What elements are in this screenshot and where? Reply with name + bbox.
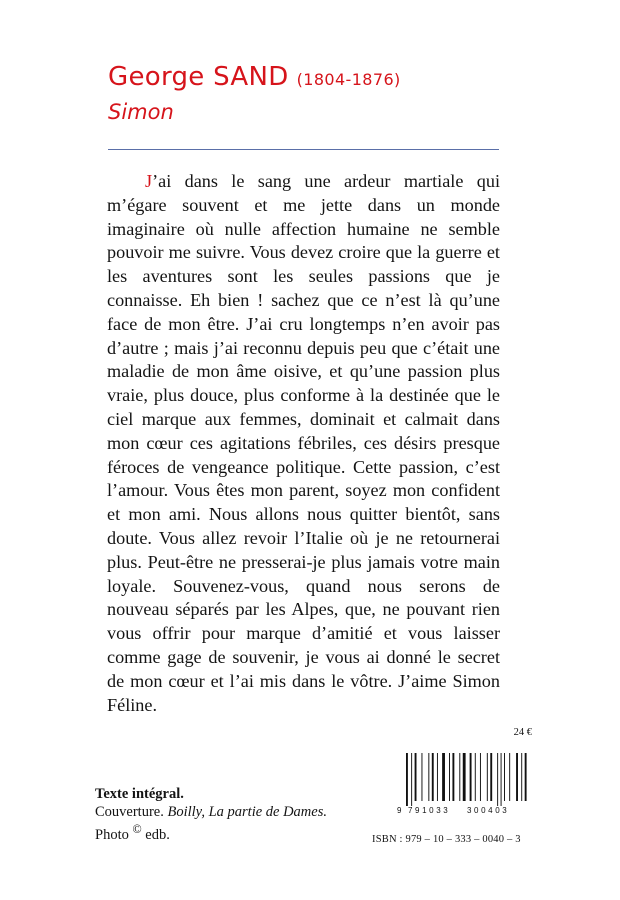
barcode-bar (475, 753, 476, 801)
barcode (396, 753, 530, 815)
barcode-bar (490, 753, 492, 801)
barcode-bar (516, 753, 518, 801)
barcode-bar (480, 753, 481, 801)
barcode-lead-digit: 9 (397, 806, 402, 815)
cover-header (108, 62, 508, 124)
author-name: George SAND (108, 62, 289, 92)
header-divider (108, 149, 499, 150)
barcode-bar (421, 753, 422, 801)
barcode-left-digits: 791033 (408, 806, 451, 815)
cover-artist: Boilly, (167, 803, 205, 820)
book-title: Simon (108, 100, 174, 124)
barcode-bar (437, 753, 438, 801)
barcode-bar (442, 753, 445, 801)
barcode-bar (497, 753, 498, 806)
author-dates: (1804-1876) (296, 70, 401, 89)
cover-credit-label: Couverture. (95, 803, 164, 820)
barcode-bar (487, 753, 488, 801)
cover-credit (95, 804, 327, 822)
barcode-bars (406, 753, 527, 806)
barcode-bar (521, 753, 522, 801)
barcode-bar (452, 753, 454, 801)
barcode-bar (432, 753, 434, 801)
author-line (108, 62, 508, 92)
barcode-bar (449, 753, 450, 801)
photo-credit (95, 821, 327, 844)
integral-text-label: Texte intégral. (95, 786, 184, 802)
barcode-bar (525, 753, 527, 801)
barcode-bar (428, 753, 429, 801)
credits-block (95, 786, 327, 844)
barcode-bar (470, 753, 472, 801)
cover-work-title: La partie de Dames. (208, 803, 327, 820)
excerpt-initial: J (145, 171, 153, 191)
copyright-icon: © (132, 822, 142, 836)
price-label: 24 € (513, 727, 532, 738)
barcode-bar (415, 753, 417, 801)
photo-credit-name: edb. (145, 826, 170, 843)
barcode-bar (459, 753, 460, 801)
photo-credit-label: Photo (95, 826, 129, 843)
barcode-bar (504, 753, 505, 801)
barcode-bar (501, 753, 502, 806)
barcode-bar (411, 753, 412, 806)
excerpt-paragraph (107, 170, 500, 717)
barcode-bar (509, 753, 510, 801)
barcode-right-digits: 300403 (467, 806, 510, 815)
excerpt-text: ’ai dans le sang une ardeur martiale qui m’égare souvent et me jette dans un monde imaginaire où nulle affection humaine ne semble pouvoir me suivre. Vous devez croire que la guerre et les aventures sont les seules passions que je connaisse. Eh bien ! sachez que ce n’est là qu’une face de mon être. J’ai cru longtemps n’en avoir pas d’autre ; mais j’ai reconnu depuis peu que c’était une maladie de mon âme oisive, et qu’une passion plus vraie, plus douce, plus conforme à la destinée que le ciel marque aux femmes, dominait et calmait dans mon cœur ces agitations fébriles, ces désirs presque féroces de vengeance politique. Cette passion, c’est l’amour. Vous êtes mon parent, soyez mon confident et mon ami. Nous allons nous quitter bientôt, sans doute. Vous allez revoir l’Italie où je ne retournerai plus. Peut-être ne presserai-je plus jamais votre main loyale. Souvenez-vous, quand nous serons de nouveau séparés par les Alpes, que, ne pouvant rien vous offrir pour marque d’amitié et vous laisser comme gage de souvenir, je vous ai donné le secret de mon cœur et l’ai mis dans le vôtre. J’aime Simon Féline. (107, 171, 500, 715)
isbn-number: ISBN : 979 – 10 – 333 – 0040 – 3 (372, 834, 521, 845)
barcode-bar (406, 753, 408, 806)
barcode-bar (463, 753, 466, 801)
